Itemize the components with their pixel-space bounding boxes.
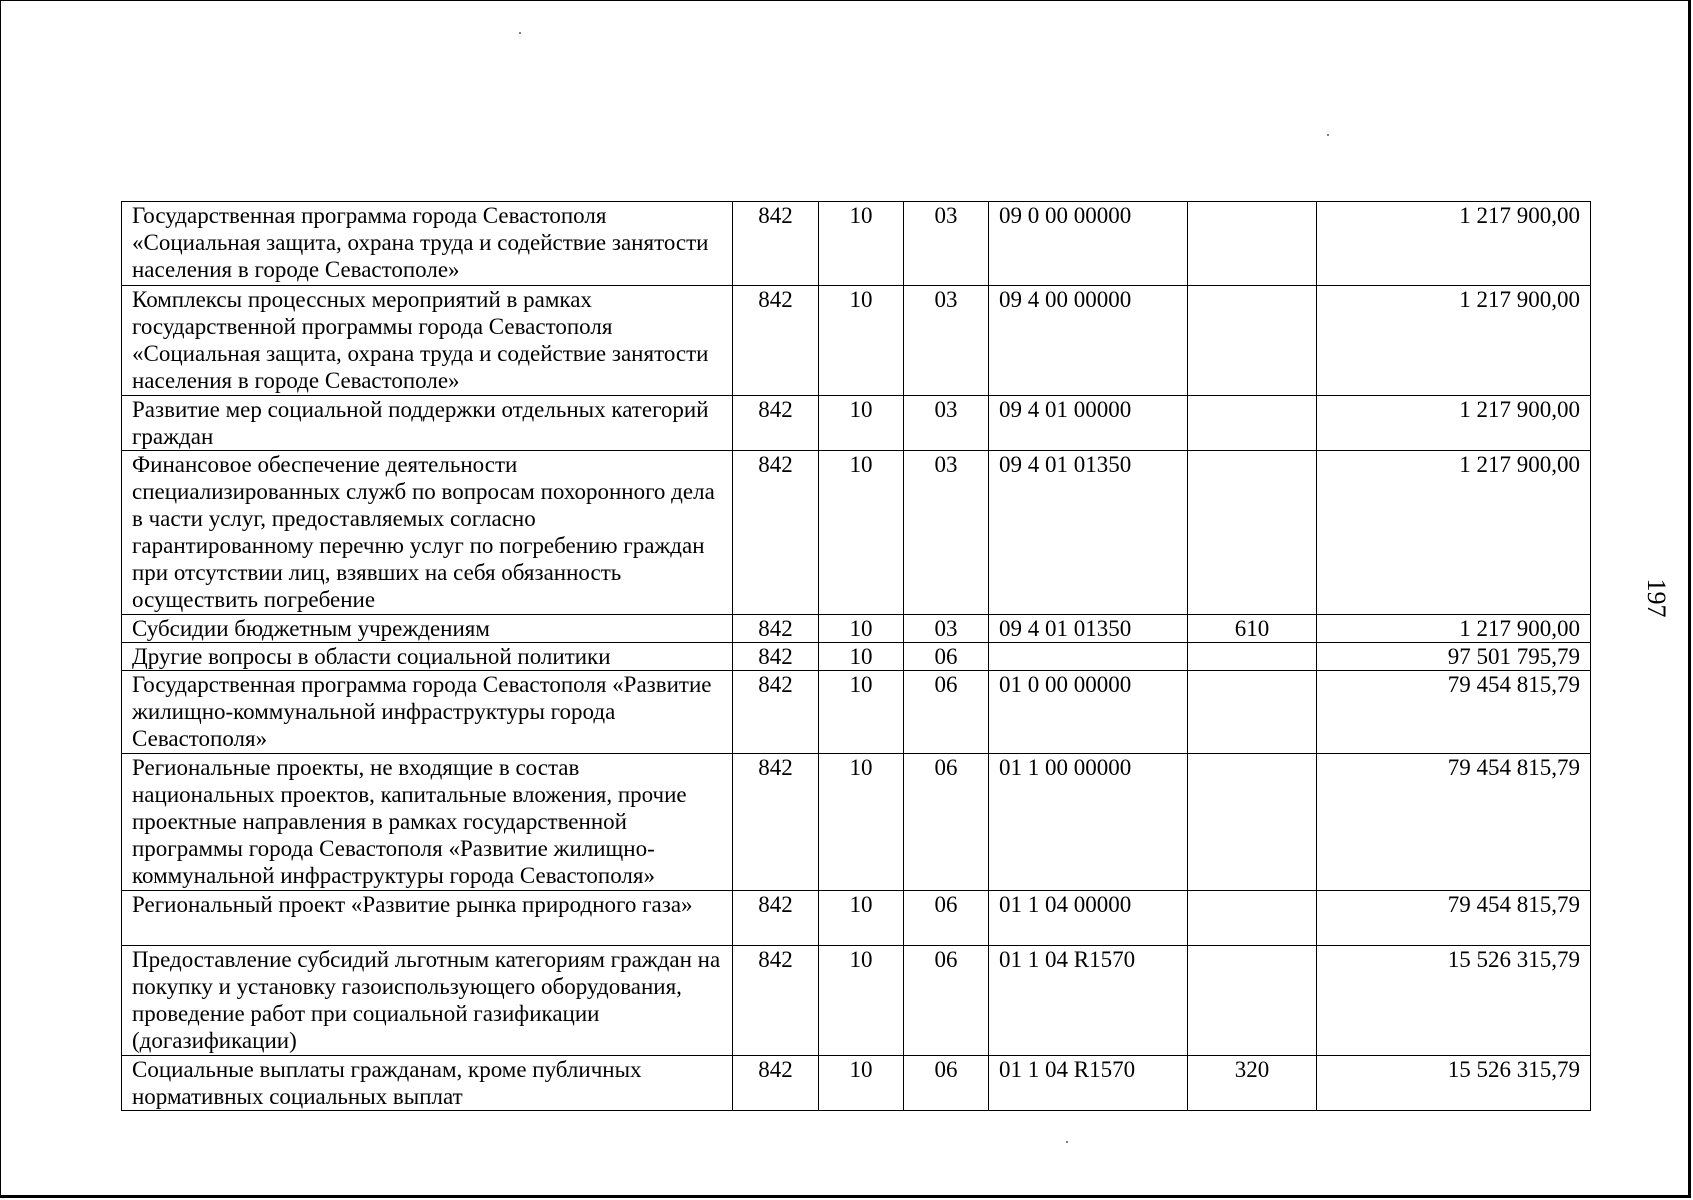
target-article-cell: 01 1 00 00000	[989, 754, 1188, 891]
table-body	[122, 202, 1591, 1111]
ved-code-cell: 842	[733, 754, 819, 891]
ved-code-cell: 842	[733, 202, 819, 286]
target-article-cell: 09 0 00 00000	[989, 202, 1188, 286]
row-name-cell: Региональные проекты, не входящие в состав национальных проектов, капитальные вложения, прочие проектные направления в рамках государственной программы города Севастополя «Развитие жилищно-коммунальной инфраструктуры города Севастополя»	[122, 754, 733, 891]
subsection-code-cell: 06	[904, 891, 989, 946]
row-name-cell: Другие вопросы в области социальной политики	[122, 643, 733, 671]
ved-code-cell: 842	[733, 891, 819, 946]
subsection-code-cell: 03	[904, 286, 989, 396]
expense-type-cell	[1188, 946, 1317, 1056]
target-article-cell: 01 1 04 00000	[989, 891, 1188, 946]
target-article-cell: 09 4 00 00000	[989, 286, 1188, 396]
target-article-cell: 01 1 04 R1570	[989, 1056, 1188, 1111]
section-code-cell: 10	[819, 671, 904, 754]
row-name-cell: Социальные выплаты гражданам, кроме публичных нормативных социальных выплат	[122, 1056, 733, 1111]
section-code-cell: 10	[819, 643, 904, 671]
table-row	[122, 1056, 1591, 1111]
target-article-cell	[989, 643, 1188, 671]
scan-speck	[519, 32, 521, 34]
target-article-cell: 09 4 01 01350	[989, 451, 1188, 615]
ved-code-cell: 842	[733, 643, 819, 671]
ved-code-cell: 842	[733, 396, 819, 451]
ved-code-cell: 842	[733, 286, 819, 396]
subsection-code-cell: 06	[904, 946, 989, 1056]
section-code-cell: 10	[819, 946, 904, 1056]
ved-code-cell: 842	[733, 615, 819, 643]
expense-type-cell	[1188, 396, 1317, 451]
section-code-cell: 10	[819, 615, 904, 643]
amount-cell: 79 454 815,79	[1317, 754, 1591, 891]
amount-cell: 1 217 900,00	[1317, 396, 1591, 451]
section-code-cell: 10	[819, 754, 904, 891]
expense-type-cell: 610	[1188, 615, 1317, 643]
table-row	[122, 754, 1591, 891]
amount-cell: 1 217 900,00	[1317, 286, 1591, 396]
target-article-cell: 01 0 00 00000	[989, 671, 1188, 754]
row-name-cell: Финансовое обеспечение деятельности специализированных служб по вопросам похоронного дела в части услуг, предоставляемых согласно гарантированному перечню услуг по погребению граждан при отсутствии лиц, взявших на себя обязанность осуществить погребение	[122, 451, 733, 615]
table-row	[122, 643, 1591, 671]
section-code-cell: 10	[819, 451, 904, 615]
amount-cell: 97 501 795,79	[1317, 643, 1591, 671]
row-name-cell: Предоставление субсидий льготным категориям граждан на покупку и установку газоиспользующего оборудования, проведение работ при социальной газификации (догазификации)	[122, 946, 733, 1056]
table-row	[122, 451, 1591, 615]
target-article-cell: 01 1 04 R1570	[989, 946, 1188, 1056]
amount-cell: 15 526 315,79	[1317, 1056, 1591, 1111]
expense-type-cell	[1188, 671, 1317, 754]
amount-cell: 1 217 900,00	[1317, 615, 1591, 643]
table-row	[122, 615, 1591, 643]
ved-code-cell: 842	[733, 1056, 819, 1111]
expense-type-cell	[1188, 451, 1317, 615]
subsection-code-cell: 03	[904, 451, 989, 615]
table-row	[122, 671, 1591, 754]
subsection-code-cell: 03	[904, 202, 989, 286]
expense-type-cell	[1188, 202, 1317, 286]
table-row	[122, 891, 1591, 946]
subsection-code-cell: 06	[904, 671, 989, 754]
row-name-cell: Субсидии бюджетным учреждениям	[122, 615, 733, 643]
expense-type-cell	[1188, 286, 1317, 396]
ved-code-cell: 842	[733, 671, 819, 754]
expense-type-cell	[1188, 754, 1317, 891]
expense-type-cell	[1188, 643, 1317, 671]
row-name-cell: Комплексы процессных мероприятий в рамках государственной программы города Севастополя «Социальная защита, охрана труда и содействие занятости населения в городе Севастополе»	[122, 286, 733, 396]
subsection-code-cell: 06	[904, 1056, 989, 1111]
row-name-cell: Региональный проект «Развитие рынка природного газа»	[122, 891, 733, 946]
expense-type-cell: 320	[1188, 1056, 1317, 1111]
ved-code-cell: 842	[733, 946, 819, 1056]
expense-type-cell	[1188, 891, 1317, 946]
row-name-cell: Государственная программа города Севастополя «Социальная защита, охрана труда и содействие занятости населения в городе Севастополе»	[122, 202, 733, 286]
table-row	[122, 396, 1591, 451]
row-name-cell: Государственная программа города Севастополя «Развитие жилищно-коммунальной инфраструктуры города Севастополя»	[122, 671, 733, 754]
scan-speck	[1066, 1141, 1068, 1143]
section-code-cell: 10	[819, 286, 904, 396]
ved-code-cell: 842	[733, 451, 819, 615]
page-number: 197	[1642, 578, 1671, 618]
table-row	[122, 286, 1591, 396]
section-code-cell: 10	[819, 396, 904, 451]
section-code-cell: 10	[819, 891, 904, 946]
target-article-cell: 09 4 01 01350	[989, 615, 1188, 643]
section-code-cell: 10	[819, 1056, 904, 1111]
amount-cell: 1 217 900,00	[1317, 202, 1591, 286]
subsection-code-cell: 03	[904, 396, 989, 451]
subsection-code-cell: 03	[904, 615, 989, 643]
row-name-cell: Развитие мер социальной поддержки отдельных категорий граждан	[122, 396, 733, 451]
section-code-cell: 10	[819, 202, 904, 286]
subsection-code-cell: 06	[904, 643, 989, 671]
amount-cell: 79 454 815,79	[1317, 891, 1591, 946]
amount-cell: 15 526 315,79	[1317, 946, 1591, 1056]
table-row	[122, 946, 1591, 1056]
target-article-cell: 09 4 01 00000	[989, 396, 1188, 451]
subsection-code-cell: 06	[904, 754, 989, 891]
budget-table	[121, 201, 1591, 1111]
scan-speck	[1327, 134, 1329, 136]
amount-cell: 79 454 815,79	[1317, 671, 1591, 754]
amount-cell: 1 217 900,00	[1317, 451, 1591, 615]
table-row	[122, 202, 1591, 286]
